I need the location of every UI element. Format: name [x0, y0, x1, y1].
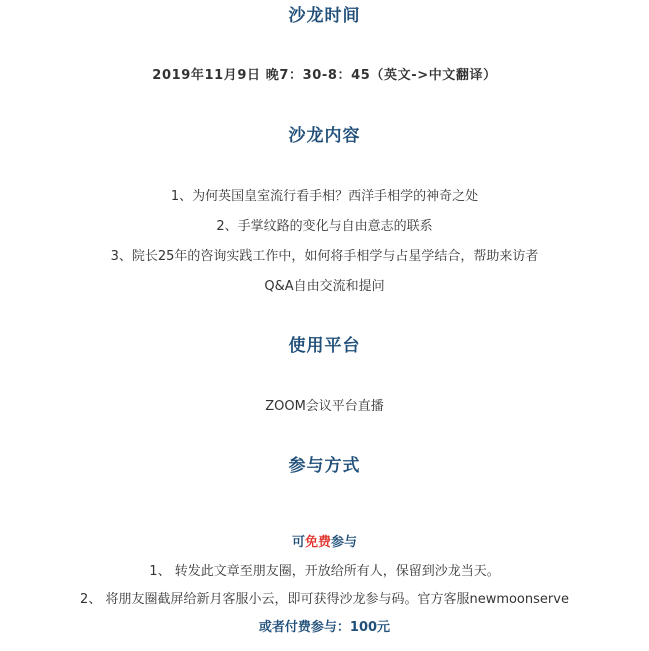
free-prefix: 可	[291, 535, 305, 550]
join-heading: 参与方式	[288, 456, 361, 476]
platform-heading: 使用平台	[288, 336, 361, 356]
content-item-qa: Q&A自由交流和提问	[264, 279, 385, 294]
paid-participation-label: 或者付费参与：100元	[258, 620, 391, 635]
platform-text: ZOOM会议平台直播	[265, 399, 384, 414]
join-step-2: 2、 将朋友圈截屏给新月客服小云，即可获得沙龙参与码。官方客服newmoonserve	[80, 592, 569, 607]
content-item-1: 1、为何英国皇室流行看手相？西洋手相学的神奇之处	[170, 189, 479, 204]
content-item-2: 2、手掌纹路的变化与自由意志的联系	[216, 219, 433, 234]
free-participation-label	[0, 533, 649, 553]
join-step-1: 1、 转发此文章至朋友圈，开放给所有人，保留到沙龙当天。	[149, 564, 500, 579]
content-item-3: 3、院长25年的咨询实践工作中，如何将手相学与占星学结合，帮助来访者	[110, 249, 539, 264]
salon-datetime: 2019年11月9日 晚7：30-8：45（英文->中文翻译）	[152, 68, 497, 83]
free-highlight: 免费	[304, 535, 331, 550]
time-heading: 沙龙时间	[288, 6, 361, 26]
content-heading: 沙龙内容	[288, 126, 361, 146]
free-suffix: 参与	[331, 535, 358, 550]
